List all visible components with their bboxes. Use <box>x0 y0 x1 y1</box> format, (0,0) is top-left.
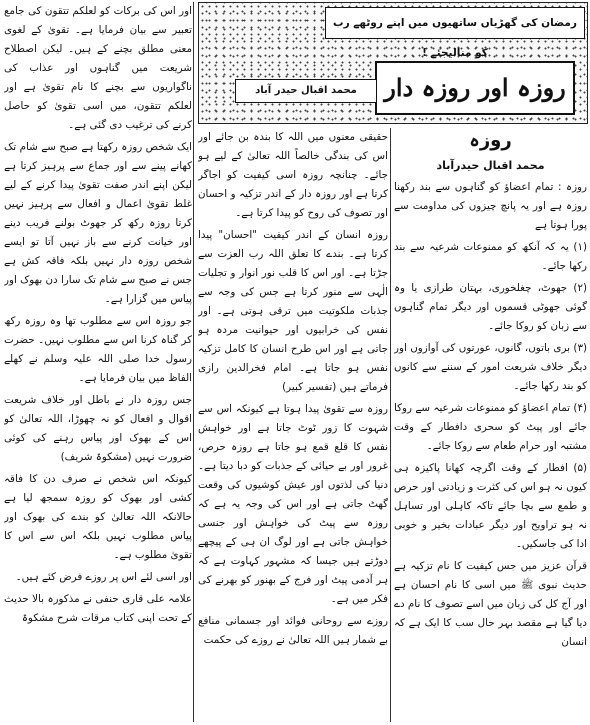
article-title: روزہ اور روزہ دار <box>375 61 575 115</box>
list-item: (۳) بری باتوں، گانوں، عورتوں کی آوازوں اور دیگر خلاف شریعت امور کے سننے سے کانوں کو بند رکھا جائے۔ <box>394 342 587 392</box>
body-paragraph: حقیقی معنوں میں اللہ کا بندہ بن جائے اور اس کی بندگی خالصاً اللہ تعالیٰ کے لیے ہو جائے۔ چنانچہ روزہ اسی کیفیت کو اجاگر کرتا ہے اور روزہ دار کے اندر تزکیہ و احسان اور تصوف کی روح کو پیدا کرتا ہے۔ <box>198 131 388 219</box>
list-item: (۱) یہ کہ آنکھ کو ممنوعات شرعیہ سے بند رکھا جائے۔ <box>394 241 587 272</box>
section-heading: روزہ <box>469 130 512 151</box>
banner-tagline: رمضان کی گھڑیاں ساتھیوں میں اپنے روٹھے رب کو منالیجئے ! <box>325 7 585 39</box>
body-paragraph: ایک شخص روزہ رکھتا ہے صبح سے شام تک کھانے پینے سے اور جماع سے پرہیز کرتا ہے لیکن اپنے اندر صفت تقویٰ پیدا کرنے کے لیے غلط تقویٰ اعمال و افعال سے پرہیز نہیں کرتا روزہ رکھ کر جھوٹ بولنے فریب دینے اور خیانت کرنے سے باز نہیں آتا تو ایسے شخص روزہ دار نہیں بلکہ فاقہ کش ہے جس نے صبح سے شام تک سارا دن بھوک اور پیاس میں گزارا ہے۔ <box>4 141 192 305</box>
body-paragraph: علامہ علی قاری حنفی نے مذکورہ بالا حدیث کے تحت اپنی کتاب مرقات شرح مشکوۃ <box>4 593 192 624</box>
body-paragraph: جو روزہ اس سے مطلوب تھا وہ روزہ رکھ کر گناہ کرنا اس سے مطلوب نہیں۔ حضرت رسول خدا صلی اللہ علیہ وسلم نے کھلے الفاظ میں بیان فرمایا ہے۔ <box>4 315 192 384</box>
right-column <box>394 128 587 722</box>
middle-column <box>198 128 388 722</box>
banner-byline: محمد اقبال حیدر آباد <box>235 79 377 103</box>
body-paragraph: جس روزہ دار نے باطل اور خلاف شریعت اقوال و افعال کو نہ چھوڑا، اللہ تعالیٰ کو اس کے بھوک اور پیاس رہنے کی کوئی ضرورت نہیں (مشکوۃ شریف) <box>4 394 192 463</box>
intro-paragraph: روزہ : تمام اعضاؤ کو گناہوں سے بند رکھنا روزہ ہے اور یہ پانچ چیزوں کی مداومت سے پورا ہوتا ہے <box>394 181 587 231</box>
body-paragraph: کیونکہ اس شخص نے صرف دن کا فاقہ کشی اور بھوک کو روزہ سمجھ لیا ہے حالانکہ اللہ تعالیٰ کو بندے کی بھوک اور پیاس مطلوب نہیں بلکہ اس سے اس کا تقویٰ مطلوب ہے۔ <box>4 473 192 561</box>
body-paragraph: اور اس کی برکات کو لعلکم تتقون کی جامع تعبیر سے بیان فرمایا ہے۔ تقویٰ کے لغوی معنی مطلق بچنے کے ہیں۔ لیکن اصطلاح شریعت میں گناہوں اور عذاب کی ناگواریوں سے بچنے کا نام تقویٰ ہے اور لعلکم تتقون، میں اسی تقویٰ کو حاصل کرنے کی ترغیب دی گئی ہے۔ <box>4 5 192 131</box>
left-column <box>4 2 192 722</box>
list-item: (۵) افطار کے وقت اگرچہ کھانا پاکیزہ ہی کیوں نہ ہو اس کی کثرت و زیادتی اور حرص و طمع سے بچا جائے تاکہ کاہلی اور تساہل نہ ہو تراویح اور دیگر عبادات بخیر و خوبی ادا کی جاسکیں۔ <box>394 462 587 550</box>
column-divider <box>390 128 391 722</box>
article-banner <box>198 2 588 124</box>
body-paragraph: روزہ انسان کے اندر کیفیت "احسان" پیدا کرتا ہے۔ بندے کا تعلق اللہ رب العزت سے جڑتا ہے۔ اور اس کا قلب نور انوار و تجلیات الٰہی سے منور کرتا ہے جس کی وجہ سے جذبات ملکوتیت میں ترقی ہوتی ہے۔ اور نفس کی خرابیوں اور حیوانیت مردہ ہو جاتی ہے اور اس طرح انسان کا کامل تزکیہ نفس ہو جاتا ہے۔ امام فخرالدین رازی فرماتے ہیں (تفسیر کبیر) <box>198 229 388 393</box>
list-item: (۴) تمام اعضاؤ کو ممنوعات شرعیہ سے روکا جائے اور پیٹ کو سحری دافطار کے وقت مشتبہ اور حرام طعام سے روکا جائے۔ <box>394 402 587 452</box>
section-byline: محمد اقبال حیدرآباد <box>436 159 545 172</box>
body-paragraph: روزے سے روحانی فوائد اور جسمانی منافع بے شمار ہیں اللہ تعالیٰ نے روزے کی حکمت <box>198 615 388 646</box>
body-paragraph: روزہ سے تقویٰ پیدا ہوتا ہے کیونکہ اس سے شہوت کا زور ٹوٹ جاتا ہے اور خواہش نفس کا قلع قمع ہو جاتا ہے روزہ حرص، غرور اور بے حیائی کے جذبات کو دبا دیتا ہے۔ دنیا کی لذتوں اور عیش کوشیوں کی وقعت گھٹ جاتی ہے اور اس کی وجہ یہ ہے کہ روزہ سے پیٹ کی خواہش اور جنسی خواہش جاتی ہے اور لوگ ان ہی کے پیچھے دوڑتے ہیں جیسا کہ مشہور کہاوت ہے کہ ہر آدمی پیٹ اور فرج کے بھنور کو بھرنے کی فکر میں ہے۔ <box>198 403 388 605</box>
closing-paragraph: قرآن عزیز میں جس کیفیت کا نام تزکیہ ہے حدیث نبوی ﷺ میں اسی کا نام احسان ہے اور آج کل کی زبان میں اسے تصوف کا نام دے دیا گیا ہے مقصد بہر حال سب کا ایک ہے کہ انسان <box>394 560 587 648</box>
list-item: (۲) جھوٹ، چغلخوری، بہتان طرازی یا وہ گوئی جھوٹی قسموں اور دیگر تمام گناہوں سے زبان کو روکا جائے۔ <box>394 282 587 332</box>
body-paragraph: اور اسی لئے اس پر روزے فرض کئے ہیں۔ <box>15 571 192 583</box>
column-divider <box>193 2 194 722</box>
